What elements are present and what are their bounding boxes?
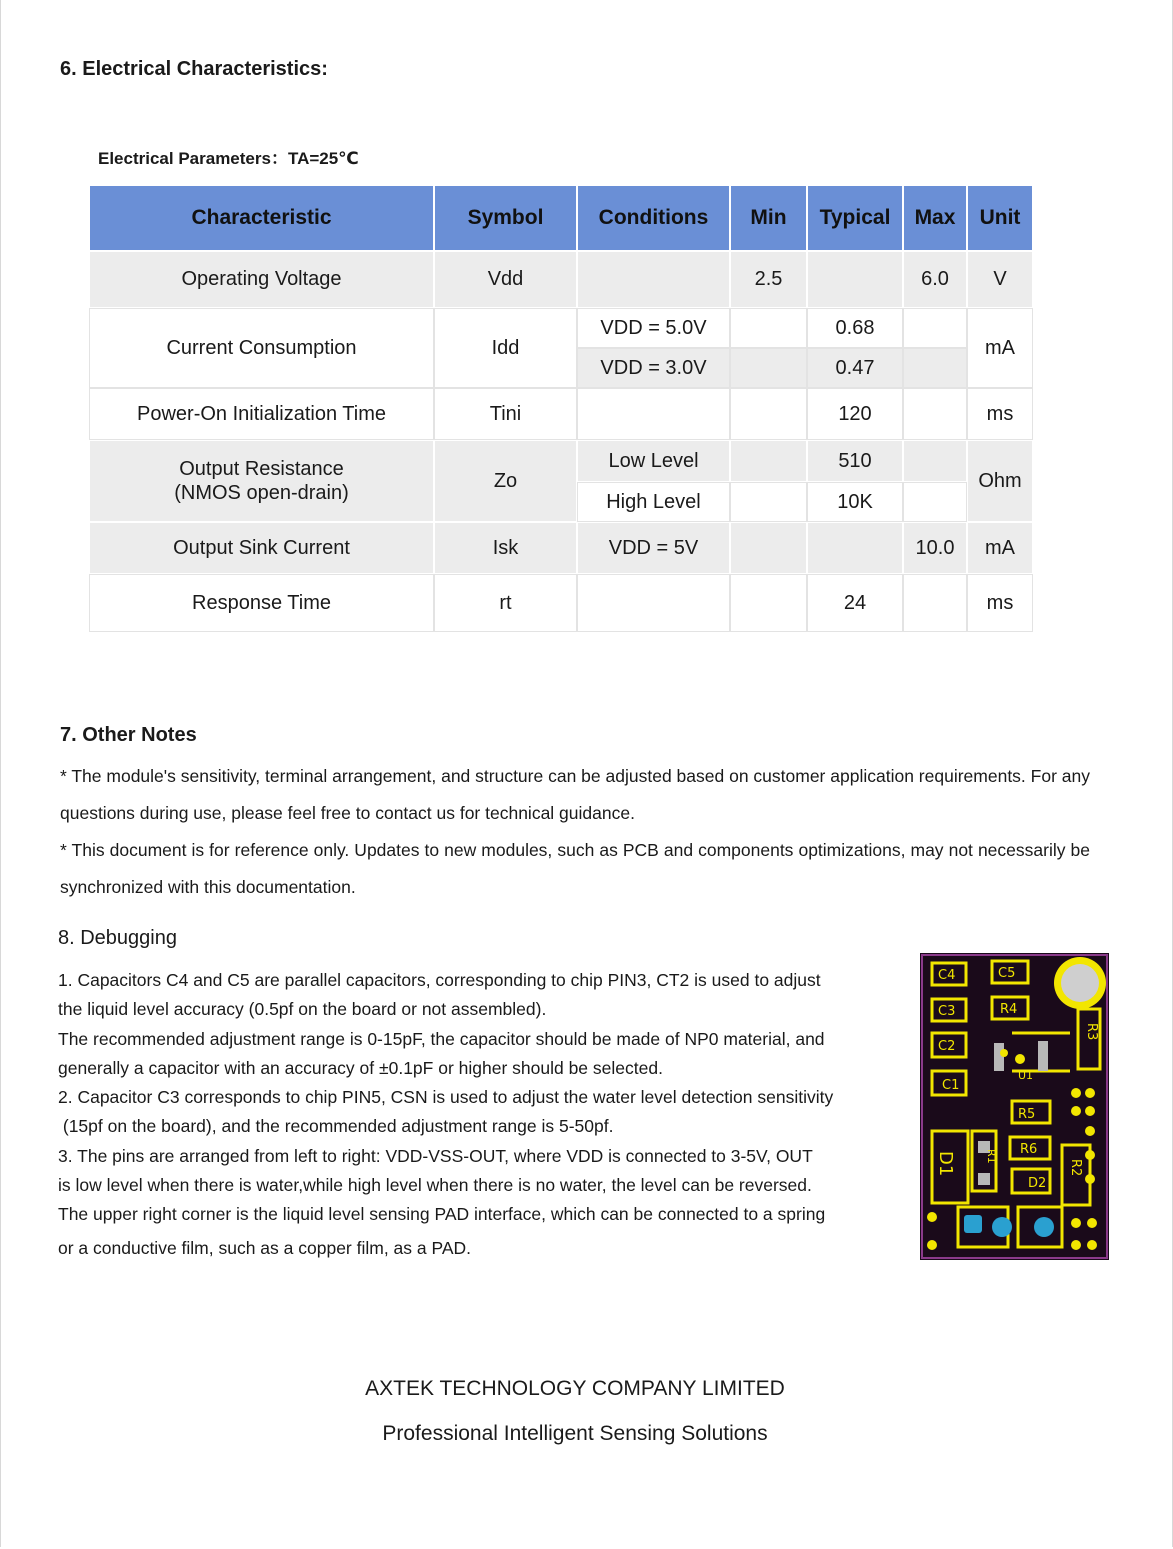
pcb-label-d2: D2 <box>1028 1176 1047 1191</box>
cell-characteristic-line1: Output Resistance <box>179 458 344 480</box>
pcb-label-u1: U1 <box>1018 1069 1034 1082</box>
cell-max <box>904 441 966 481</box>
cell-max <box>904 389 966 439</box>
pcb-label-c2: C2 <box>938 1039 956 1054</box>
company-slogan: Professional Intelligent Sensing Solutions <box>382 1422 768 1445</box>
debug-line: 1. Capacitors C4 and C5 are parallel capacitors, corresponding to chip PIN3, CT2 is used to adjust <box>58 970 821 990</box>
cell-max: 6.0 <box>904 252 966 307</box>
debug-line: 3. The pins are arranged from left to right: VDD-VSS-OUT, where VDD is connected to 3-5V, OUT <box>58 1145 813 1166</box>
note-2: * This document is for reference only. Updates to new modules, such as PCB and components optimizations, may not necessarily be synchronized with this documentation. <box>60 840 1090 897</box>
pcb-label-r1: R1 <box>985 1149 998 1164</box>
pcb-label-d1: D1 <box>935 1151 956 1177</box>
cell-min <box>731 349 806 387</box>
cell-characteristic <box>90 441 433 521</box>
pcb-label-c5: C5 <box>998 966 1016 981</box>
header-typical: Typical <box>808 186 902 250</box>
cell-characteristic-line2: (NMOS open-drain) <box>174 482 349 504</box>
cell-symbol: rt <box>435 575 576 631</box>
cell-typical: 120 <box>808 389 902 439</box>
cell-characteristic: Response Time <box>90 575 433 631</box>
table-header-row <box>90 186 1032 250</box>
cell-characteristic: Output Sink Current <box>90 523 433 573</box>
cell-typical: 24 <box>808 575 902 631</box>
cell-unit: ms <box>968 389 1032 439</box>
cell-unit: ms <box>968 575 1032 631</box>
header-min: Min <box>731 186 806 250</box>
header-characteristic: Characteristic <box>90 186 433 250</box>
cell-conditions: High Level <box>578 483 729 521</box>
cell-typical <box>808 523 902 573</box>
electrical-parameters-title: Electrical Parameters：TA=25℃ <box>98 149 359 168</box>
pcb-label-c1: C1 <box>942 1078 960 1093</box>
debug-line: The upper right corner is the liquid level sensing PAD interface, which can be connected to a spring <box>58 1204 826 1225</box>
cell-conditions: VDD = 5V <box>578 523 729 573</box>
sensing-pad <box>1061 964 1099 1002</box>
pcb-label-r5: R5 <box>1018 1107 1036 1122</box>
cell-conditions: Low Level <box>578 441 729 481</box>
electrical-characteristics-table <box>88 184 1034 633</box>
note-1: * The module's sensitivity, terminal arrangement, and structure can be adjusted based on customer application requirements. For any questions during use, please feel free to contact us for technical guidance. <box>60 766 1090 823</box>
cell-max <box>904 575 966 631</box>
cell-symbol: Zo <box>435 441 576 521</box>
cell-symbol: Idd <box>435 309 576 387</box>
pcb-label-r6: R6 <box>1020 1142 1038 1157</box>
cell-symbol: Vdd <box>435 252 576 307</box>
cell-min <box>731 575 806 631</box>
cell-characteristic: Power-On Initialization Time <box>90 389 433 439</box>
table-row-output-resistance <box>90 441 1032 481</box>
debug-line: or a conductive film, such as a copper film, as a PAD. <box>58 1237 472 1258</box>
cell-unit: mA <box>968 523 1032 573</box>
pcb-label-c4: C4 <box>938 968 956 983</box>
cell-min <box>731 523 806 573</box>
cell-typical <box>808 252 902 307</box>
cell-characteristic: Operating Voltage <box>90 252 433 307</box>
cell-max <box>904 483 966 521</box>
debug-line: The recommended adjustment range is 0-15pF, the capacitor should be made of NP0 material, and <box>58 1028 825 1049</box>
cell-conditions: VDD = 5.0V <box>578 309 729 347</box>
table-row-operating-voltage <box>90 252 1032 307</box>
debug-line: 2. Capacitor C3 corresponds to chip PIN5, CSN is used to adjust the water level detection sensitivity <box>58 1087 834 1108</box>
section-6-title: 6. Electrical Characteristics: <box>60 58 328 80</box>
cell-max <box>904 349 966 387</box>
pcb-layout-image <box>920 953 1109 1260</box>
pcb-label-c3: C3 <box>938 1004 956 1019</box>
debug-line: the liquid level accuracy (0.5pf on the board or not assembled). <box>58 999 547 1020</box>
section-7-title: 7. Other Notes <box>60 724 197 746</box>
table-row-output-sink-current <box>90 523 1032 573</box>
cell-typical: 510 <box>808 441 902 481</box>
cell-conditions <box>578 575 729 631</box>
pcb-label-r3: R3 <box>1084 1023 1099 1041</box>
pcb-label-r2: R2 <box>1068 1159 1083 1177</box>
debugging-text <box>58 966 873 1263</box>
cell-max: 10.0 <box>904 523 966 573</box>
debug-line: (15pf on the board), and the recommended adjustment range is 5-50pf. <box>58 1116 614 1137</box>
cell-min: 2.5 <box>731 252 806 307</box>
cell-max <box>904 309 966 347</box>
cell-typical: 0.68 <box>808 309 902 347</box>
header-max: Max <box>904 186 966 250</box>
table-row-current-consumption <box>90 309 1032 347</box>
cell-symbol: Isk <box>435 523 576 573</box>
cell-conditions <box>578 389 729 439</box>
cell-unit: mA <box>968 309 1032 387</box>
header-unit: Unit <box>968 186 1032 250</box>
cell-min <box>731 389 806 439</box>
header-symbol: Symbol <box>435 186 576 250</box>
cell-min <box>731 483 806 521</box>
cell-conditions: VDD = 3.0V <box>578 349 729 387</box>
table-row-response-time <box>90 575 1032 631</box>
pcb-label-r4: R4 <box>1000 1002 1018 1017</box>
company-name: AXTEK TECHNOLOGY COMPANY LIMITED <box>365 1377 785 1400</box>
section-8-title: 8. Debugging <box>58 927 177 949</box>
cell-unit: Ohm <box>968 441 1032 521</box>
cell-min <box>731 309 806 347</box>
cell-typical: 0.47 <box>808 349 902 387</box>
cell-symbol: Tini <box>435 389 576 439</box>
cell-typical: 10K <box>808 483 902 521</box>
debug-line: is low level when there is water,while high level when there is no water, the level can be reversed. <box>58 1175 812 1196</box>
debug-line: generally a capacitor with an accuracy of ±0.1pF or higher should be selected. <box>58 1057 663 1078</box>
cell-min <box>731 441 806 481</box>
header-conditions: Conditions <box>578 186 729 250</box>
table-row-power-on-init <box>90 389 1032 439</box>
cell-conditions <box>578 252 729 307</box>
cell-characteristic: Current Consumption <box>90 309 433 387</box>
cell-unit: V <box>968 252 1032 307</box>
